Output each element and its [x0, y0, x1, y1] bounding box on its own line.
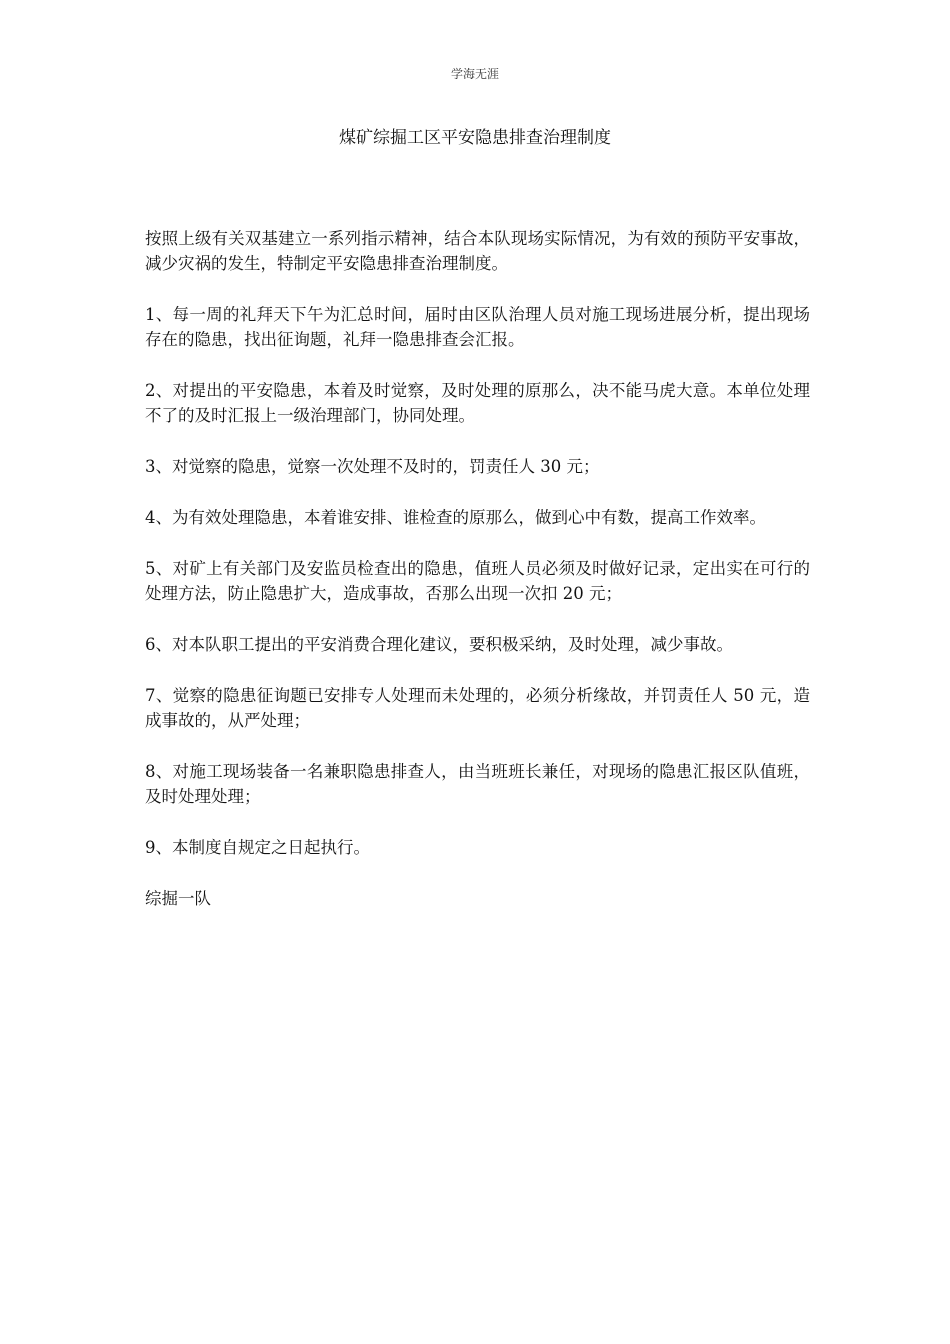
- document-title: 煤矿综掘工区平安隐患排查治理制度: [339, 128, 611, 148]
- rule-item-9: 9、本制度自规定之日起执行。: [145, 838, 370, 857]
- rule-item-7: 7、觉察的隐患征询题已安排专人处理而未处理的，必须分析缘故，并罚责任人 50 元，造成事故的，从严处理；: [145, 686, 810, 730]
- rule-item-1: 1、每一周的礼拜天下午为汇总时间，届时由区队治理人员对施工现场进展分析，提出现场存在的隐患，找出征询题，礼拜一隐患排查会汇报。: [145, 305, 810, 349]
- document-body: [145, 226, 810, 937]
- signature: 综掘一队: [145, 889, 211, 908]
- rule-item-8: 8、对施工现场装备一名兼职隐患排查人，由当班班长兼任，对现场的隐患汇报区队值班，及时处理处理；: [145, 762, 810, 806]
- page-header: 学海无涯: [450, 67, 499, 81]
- rule-item-6: 6、对本队职工提出的平安消费合理化建议，要积极采纳，及时处理，减少事故。: [145, 635, 733, 654]
- rule-item-2: 2、对提出的平安隐患，本着及时觉察，及时处理的原那么，决不能马虎大意。本单位处理不了的及时汇报上一级治理部门，协同处理。: [145, 381, 810, 425]
- rule-item-4: 4、为有效处理隐患，本着谁安排、谁检查的原那么，做到心中有数，提高工作效率。: [145, 508, 766, 527]
- rule-item-5: 5、对矿上有关部门及安监员检查出的隐患，值班人员必须及时做好记录，定出实在可行的处理方法，防止隐患扩大，造成事故，否那么出现一次扣 20 元；: [145, 559, 810, 603]
- rule-item-3: 3、对觉察的隐患，觉察一次处理不及时的，罚责任人 30 元；: [145, 457, 600, 476]
- intro-paragraph: 按照上级有关双基建立一系列指示精神，结合本队现场实际情况，为有效的预防平安事故，减少灾祸的发生，特制定平安隐患排查治理制度。: [145, 229, 810, 273]
